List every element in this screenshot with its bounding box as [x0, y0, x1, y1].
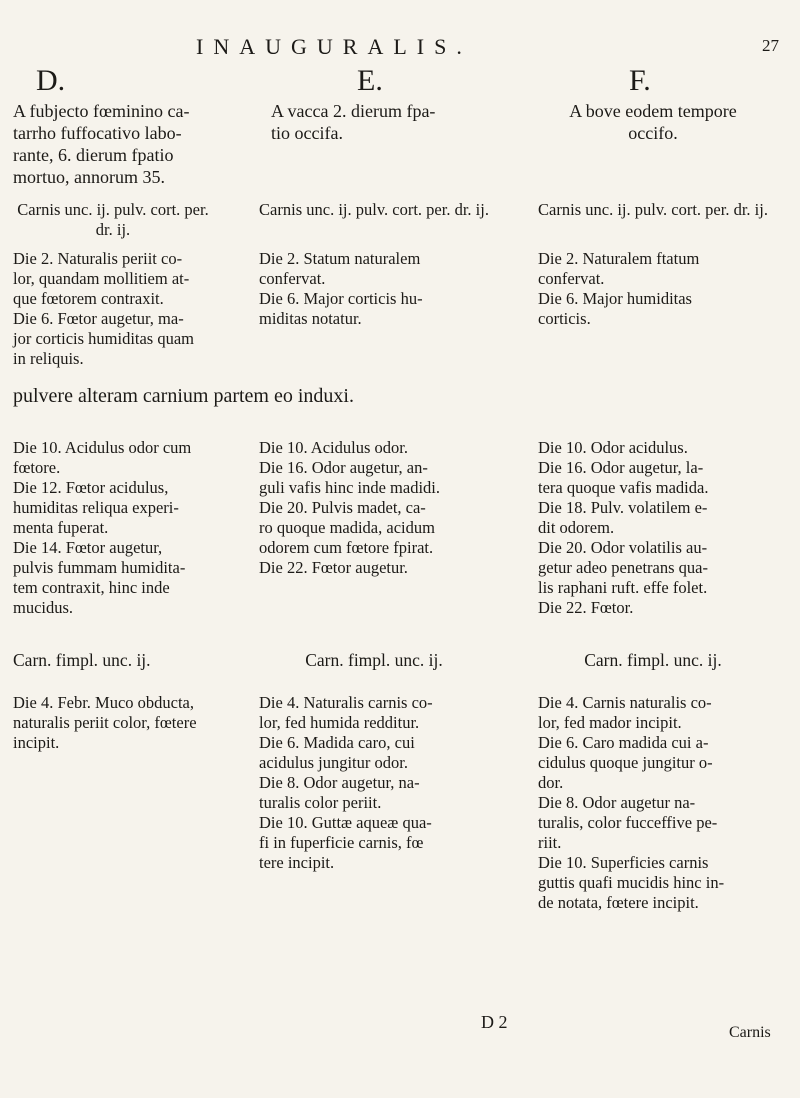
column-letter: E.: [357, 64, 383, 97]
running-title: INAUGURALIS.: [196, 34, 472, 59]
specimen-description: A vacca 2. dierum fpa- tio occifa.: [271, 101, 436, 143]
page-number: 27: [762, 36, 779, 55]
recipe-simple: Carn. fimpl. unc. ij.: [305, 650, 443, 670]
observations-third: Die 4. Carnis naturalis co- lor, fed mador incipit. Die 6. Caro madida cui a- cidulus quoque jungitur o- dor. Die 8. Odor augetur na- turalis, color fucceffive pe- riit. Die 10. Superficies carnis guttis quafi mucidis hinc in- de notata, fœtere incipit.: [538, 693, 725, 912]
observations-second: Die 10. Acidulus odor. Die 16. Odor augetur, an- guli vafis hinc inde madidi. Die 20. Pulvis madet, ca- ro quoque madida, acidum odorem cum fœtore fpirat. Die 22. Fœtor augetur.: [259, 438, 441, 577]
signature-mark: D 2: [481, 1012, 508, 1032]
catchword: Carnis: [729, 1024, 771, 1041]
column-e-header: [259, 66, 489, 144]
column-d-header: [13, 66, 243, 188]
observations-first: Die 2. Statum naturalem confervat. Die 6. Major corticis hu- miditas notatur.: [259, 249, 423, 328]
observations-first: Die 2. Naturalis periit co- lor, quandam mollitiem at- que fœtorem contraxit. Die 6. Fœtor augetur, ma- jor corticis humiditas quam in reliquis.: [13, 249, 195, 368]
column-f-header: [538, 66, 768, 144]
recipe-simple: Carn. fimpl. unc. ij.: [584, 650, 722, 670]
column-letter: D.: [36, 64, 66, 97]
recipe: Carnis unc. ij. pulv. cort. per. dr. ij.: [259, 200, 489, 219]
observations-third: Die 4. Febr. Muco obducta, naturalis periit color, fœtere incipit.: [13, 693, 197, 752]
specimen-description: A fubjecto fœminino ca- tarrho fuffocativo labo- rante, 6. dierum fpatio mortuo, annorum 35.: [13, 101, 190, 187]
recipe-simple: Carn. fimpl. unc. ij.: [13, 650, 151, 670]
specimen-description: A bove eodem tempore occifo.: [569, 101, 737, 143]
observations-first: Die 2. Naturalem ftatum confervat. Die 6. Major humiditas corticis.: [538, 249, 700, 328]
column-letter: F.: [629, 64, 651, 97]
recipe: Carnis unc. ij. pulv. cort. per. dr. ij.: [17, 200, 209, 239]
observations-second: Die 10. Acidulus odor cum fœtore. Die 12. Fœtor acidulus, humiditas reliqua experi- menta fuperat. Die 14. Fœtor augetur, pulvis fummam humidita- tem contraxit, hinc inde mucidus.: [13, 438, 192, 617]
observations-second: Die 10. Odor acidulus. Die 16. Odor augetur, la- tera quoque vafis madida. Die 18. Pulv. volatilem e- dit odorem. Die 20. Odor volatilis au- getur adeo penetrans qua- lis raphani ruft. effe folet. Die 22. Fœtor.: [538, 438, 709, 617]
observations-third: Die 4. Naturalis carnis co- lor, fed humida redditur. Die 6. Madida caro, cui acidulus jungitur odor. Die 8. Odor augetur, na- turalis color periit. Die 10. Guttæ aqueæ qua- fi in fuperficie carnis, fœ tere incipit.: [259, 693, 433, 872]
recipe: Carnis unc. ij. pulv. cort. per. dr. ij.: [538, 200, 768, 219]
spanning-line: pulvere alteram carnium partem eo induxi.: [13, 385, 354, 407]
